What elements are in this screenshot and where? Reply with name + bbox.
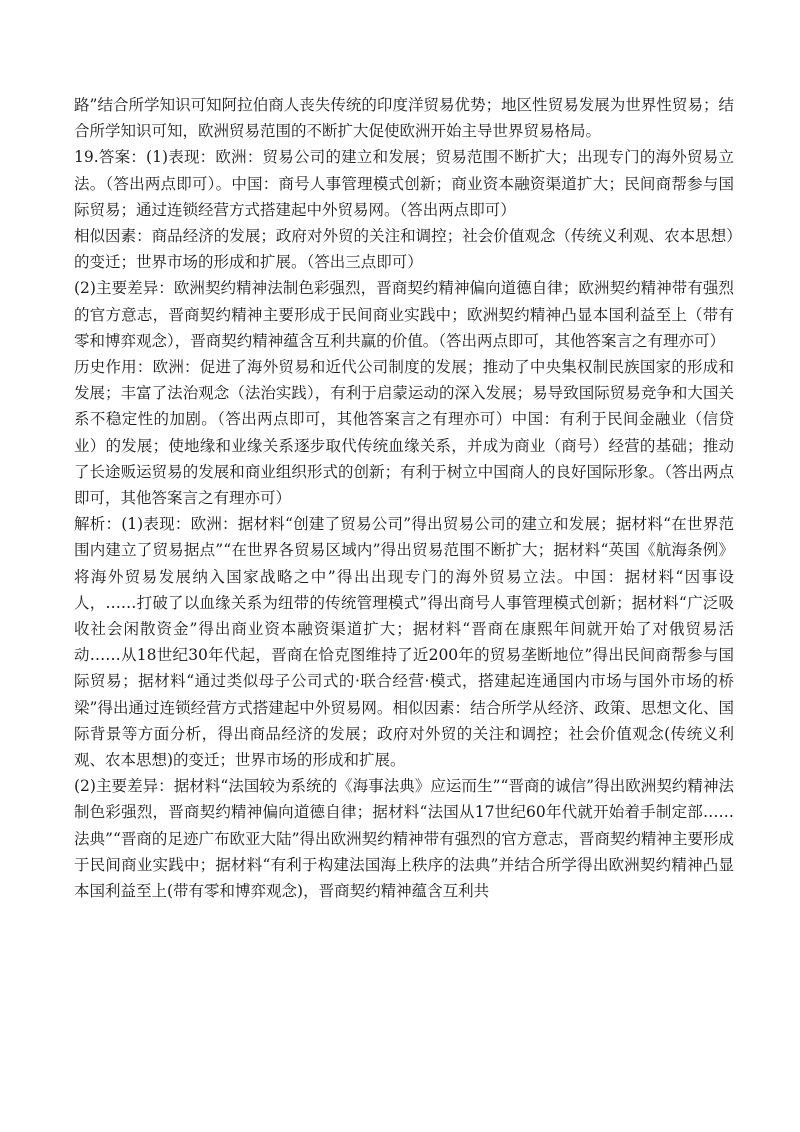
paragraph-analysis-1: 解析：(1)表现：欧洲：据材料“创建了贸易公司”得出贸易公司的建立和发展；据材料“在世界范围内建立了贸易据点”“在世界各贸易区域内”得出贸易范围不断扩大；据材料“英国《航海条例》将海外贸易发展纳入国家战略之中”得出出现专门的海外贸易立法。中国：据材料“因事设人，……打破了以血缘关系为纽带的传统管理模式”得出商号人事管理模式创新；据材料“广泛吸收社会闲散资金”得出商业资本融资渠道扩大；据材料“晋商在康熙年间就开始了对俄贸易活动……从18世纪30年代起，晋商在恰克图维持了近200年的贸易垄断地位”得出民间商帮参与国际贸易；据材料“通过类似母子公司式的·联合经营·模式，搭建起连通国内市场与国外市场的桥梁”得出通过连锁经营方式搭建起中外贸易网。相似因素：结合所学从经济、政策、思想文化、国际背景等方面分析，得出商品经济的发展；政府对外贸的关注和调控；社会价值观念(传统义利观、农本思想)的变迁；世界市场的形成和扩展。: [74, 515, 734, 770]
paragraph-continuation: 路”结合所学知识可知阿拉伯商人丧失传统的印度洋贸易优势；地区性贸易发展为世界性贸易；结合所学知识可知，欧洲贸易范围的不断扩大促使欧洲开始主导世界贸易格局。: [74, 96, 734, 141]
document-body: [74, 92, 734, 904]
paragraph-similar-factors: 相似因素：商品经济的发展；政府对外贸的关注和调控；社会价值观念（传统义利观、农本思想）的变迁；世界市场的形成和扩展。（答出三点即可）: [74, 227, 734, 272]
paragraph-main-differences: (2)主要差异：欧洲契约精神法制色彩强烈，晋商契约精神偏向道德自律；欧洲契约精神带有强烈的官方意志，晋商契约精神主要形成于民间商业实践中；欧洲契约精神凸显本国利益至上（带有零和博弈观念），晋商契约精神蕴含互利共赢的价值。（答出两点即可，其他答案言之有理亦可）: [74, 279, 734, 350]
paragraph-historical-role: 历史作用：欧洲：促进了海外贸易和近代公司制度的发展；推动了中央集权制民族国家的形成和发展；丰富了法治观念（法治实践），有利于启蒙运动的深入发展；易导致国际贸易竞争和大国关系不稳定性的加剧。（答出两点即可，其他答案言之有理亦可）中国：有利于民间金融业（信贷业）的发展；使地缘和业缘关系逐步取代传统血缘关系，并成为商业（商号）经营的基础；推动了长途贩运贸易的发展和商业组织形式的创新；有利于树立中国商人的良好国际形象。（答出两点即可，其他答案言之有理亦可）: [74, 358, 734, 508]
paragraph-analysis-2: (2)主要差异：据材料“法国较为系统的《海事法典》应运而生”“晋商的诚信”得出欧洲契约精神法制色彩强烈，晋商契约精神偏向道德自律；据材料“法国从17世纪60年代就开始着手制定部……法典”“晋商的足迹广布欧亚大陆”得出欧洲契约精神带有强烈的官方意志，晋商契约精神主要形成于民间商业实践中；据材料“有利于构建法国海上秩序的法典”并结合所学得出欧洲契约精神凸显本国利益至上(带有零和博弈观念)，晋商契约精神蕴含互利共: [74, 777, 734, 901]
paragraph-answer-19: 19.答案：(1)表现：欧洲：贸易公司的建立和发展；贸易范围不断扩大；出现专门的海外贸易立法。（答出两点即可）。中国：商号人事管理模式创新；商业资本融资渠道扩大；民间商帮参与国际贸易；通过连锁经营方式搭建起中外贸易网。（答出两点即可）: [74, 148, 734, 219]
